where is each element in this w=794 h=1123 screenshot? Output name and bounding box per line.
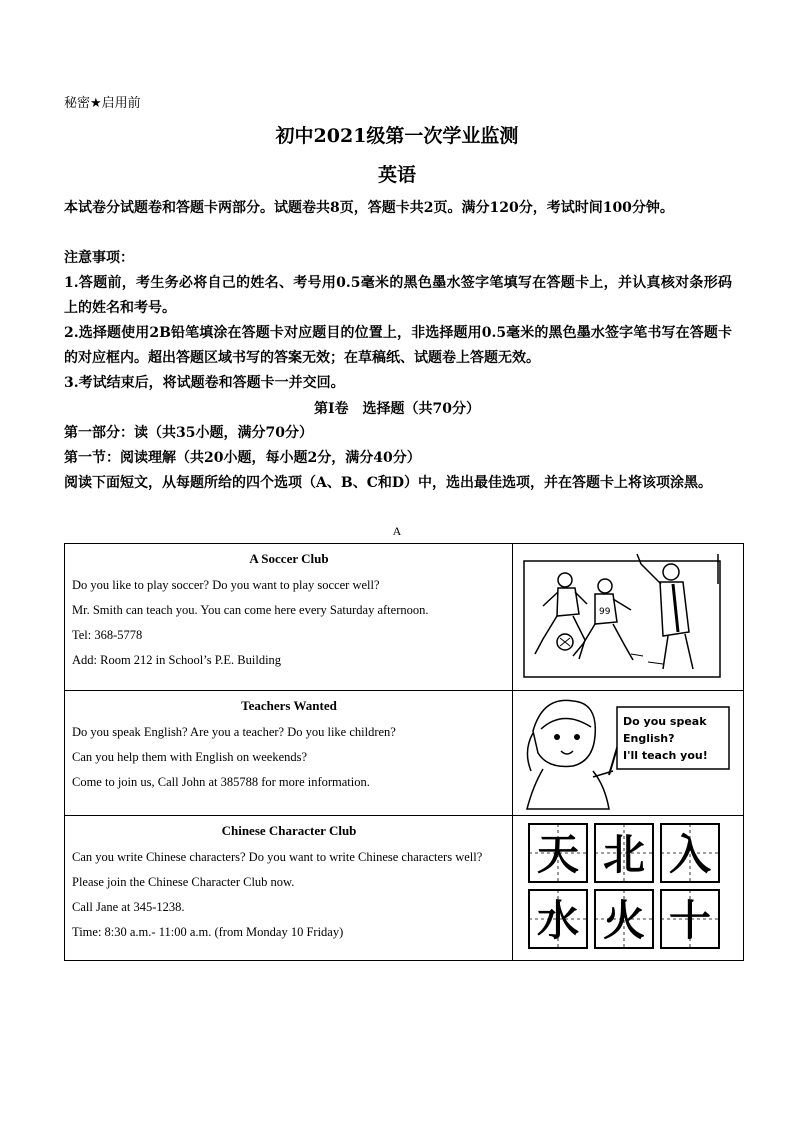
confidential-label: 秘密★启用前 — [64, 96, 141, 111]
character-ru: 入 — [668, 830, 712, 879]
soccer-players-drawing — [513, 544, 743, 689]
character-huo: 火 — [602, 896, 646, 945]
ad-line: Call Jane at 345-1238. — [72, 900, 185, 914]
chinese-characters-grid — [513, 816, 743, 959]
ad-title: Chinese Character Club — [221, 823, 357, 838]
ad-line: Do you speak English? Are you a teacher? Do you like children? — [72, 725, 396, 739]
intro-paragraph: 本试卷分试题卷和答题卡两部分。试题卷共8页，答题卡共2页。满分120分，考试时间100分钟。 — [64, 200, 674, 216]
ad-image-cell — [513, 691, 744, 816]
ad-line: Add: Room 212 in School’s P.E. Building — [72, 653, 282, 667]
ad-line: Do you like to play soccer? Do you want to play soccer well? — [72, 578, 380, 592]
character-shi: 十 — [668, 896, 712, 945]
character-shui: 水 — [536, 896, 580, 945]
sign-line: Do you speak — [623, 715, 707, 728]
subject-title: 英语 — [377, 164, 416, 186]
ad-title: A Soccer Club — [249, 551, 329, 566]
ad-text — [65, 544, 513, 691]
reading-instruction: 阅读下面短文，从每题所给的四个选项（A、B、C和D）中，选出最佳选项，并在答题卡上将该项涂黑。 — [64, 475, 712, 491]
ad-image-cell — [513, 816, 744, 961]
part-heading: 第一部分：读（共35小题，满分70分） — [64, 425, 313, 441]
ad-row-teachers — [65, 691, 744, 816]
section-heading: 第一节：阅读理解（共20小题，每小题2分，满分40分） — [64, 450, 421, 466]
teacher-with-sign-drawing — [513, 691, 743, 814]
ad-row-chinese — [65, 816, 744, 961]
exam-title: 初中2021级第一次学业监测 — [275, 125, 519, 147]
note-3: 3.考试结束后，将试题卷和答题卡一并交回。 — [64, 375, 345, 391]
character-tian: 天 — [536, 830, 580, 879]
ad-line: Time: 8:30 a.m.- 11:00 a.m. (from Monday 10 Friday) — [72, 925, 344, 939]
note-2: 2.选择题使用2B铅笔填涂在答题卡对应题目的位置上，非选择题用0.5毫米的黑色墨水签字笔书写在答题卡的对应框内。超出答题区域书写的答案无效；在草稿纸、试题卷上答题无效。 — [64, 325, 732, 366]
character-bei: 北 — [602, 830, 646, 879]
ad-text — [65, 816, 513, 961]
sign-line: English? — [623, 732, 675, 745]
sign-line: I'll teach you! — [623, 749, 708, 762]
ads-table — [64, 543, 744, 961]
ad-line: Come to join us, Call John at 385788 for more information. — [72, 775, 370, 789]
ad-line: Mr. Smith can teach you. You can come here every Saturday afternoon. — [72, 603, 429, 617]
svg-text:99: 99 — [599, 607, 611, 617]
ad-image-cell — [513, 544, 744, 691]
ad-line: Tel: 368-5778 — [72, 628, 143, 642]
ad-line: Can you write Chinese characters? Do you want to write Chinese characters well? Please join the Chinese Character Club now. — [72, 850, 483, 889]
notes-heading: 注意事项： — [64, 250, 134, 266]
ad-row-soccer — [65, 544, 744, 691]
passage-label: A — [392, 524, 402, 538]
note-1: 1.答题前，考生务必将自己的姓名、考号用0.5毫米的黑色墨水签字笔填写在答题卡上，并认真核对条形码上的姓名和考号。 — [64, 275, 732, 316]
volume-heading: 第Ⅰ卷 选择题（共70分） — [313, 401, 481, 417]
ad-text — [65, 691, 513, 816]
ad-title: Teachers Wanted — [241, 698, 337, 713]
ad-line: Can you help them with English on weekends? — [72, 750, 308, 764]
